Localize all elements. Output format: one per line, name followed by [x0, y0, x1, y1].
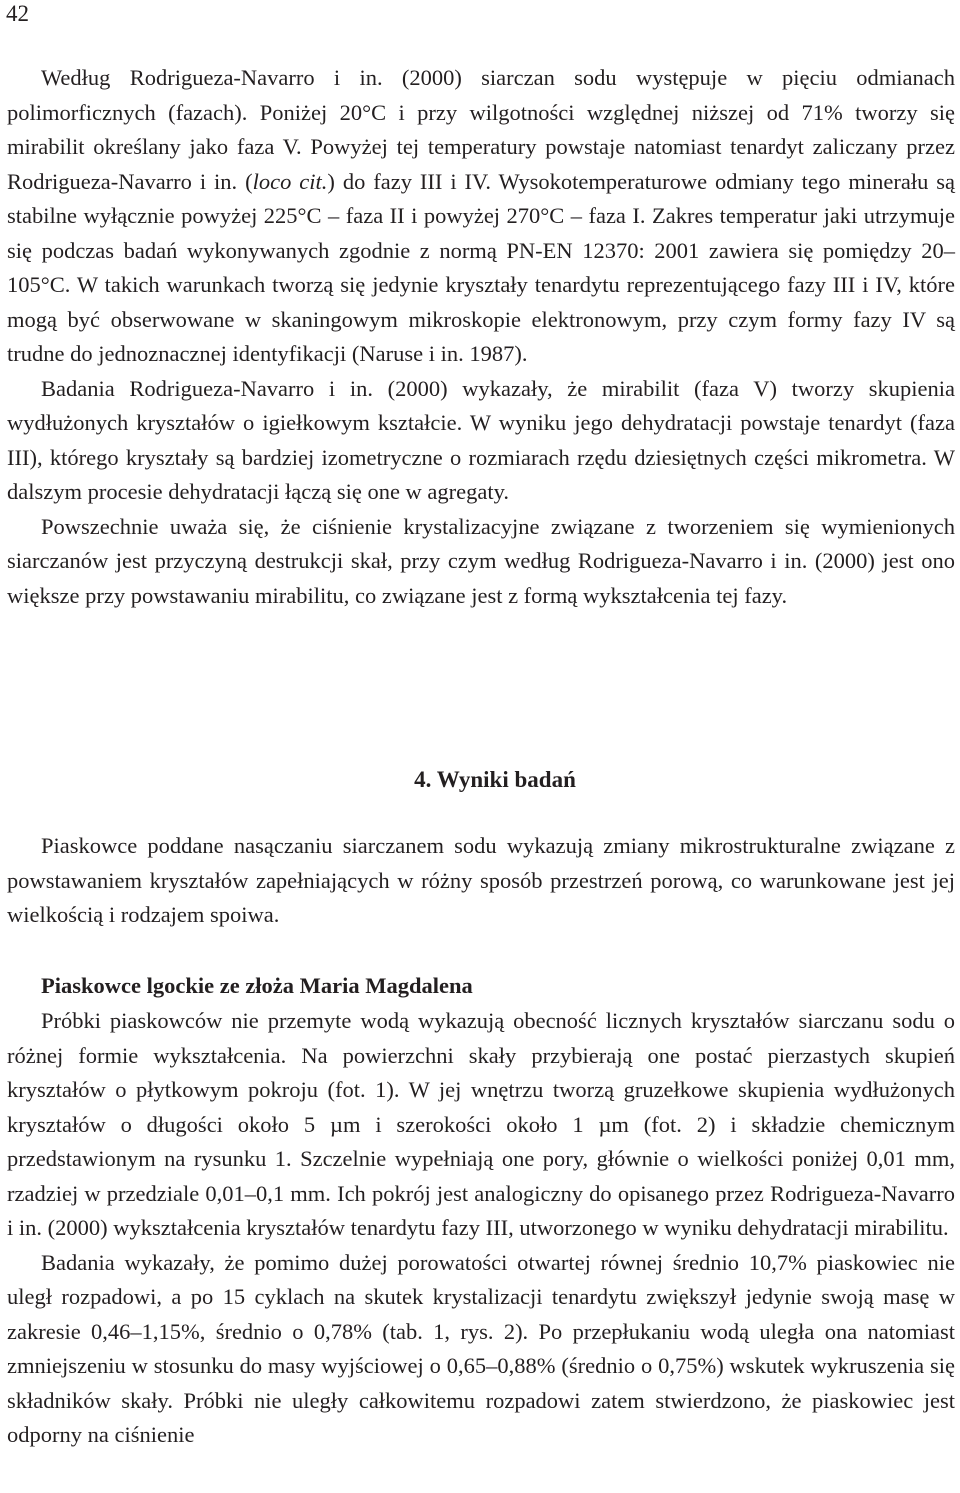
results-intro-block: [7, 829, 955, 933]
subsection-heading: Piaskowce lgockie ze złoża Maria Magdalena: [41, 973, 473, 998]
page-number: 42: [6, 1, 29, 26]
paragraph-pressure: Powszechnie uważa się, że ciśnienie krystalizacyjne związane z tworzeniem się wymienionych siarczanów jest przyczyną destrukcji skał, przy czym według Rodrigueza-Navarro i in. (2000) jest ono większe przy powstawaniu mirabilitu, co związane jest z formą wykształcenia tej fazy.: [7, 513, 955, 608]
paragraph-mirabilit: Badania Rodrigueza-Navarro i in. (2000) wykazały, że mirabilit (faza V) tworzy skupienia wydłużonych kryształów o igiełkowym kształcie. W wyniku jego dehydratacji powstaje tenardyt (faza III), którego kryształy są bardziej izometryczne o rozmiarach rzędu dziesiętnych części mikrometra. W dalszym procesie dehydratacji łączą się one w agregaty.: [7, 375, 955, 504]
paragraph-porosity: Badania wykazały, że pomimo dużej porowatości otwartej równej średnio 10,7% piaskowiec nie uległ rozpadowi, a po 15 cyklach na skutek krystalizacji tenardytu zwiększył jedynie swoją masę w zakresie 0,46–1,15%, średnio o 0,78% (tab. 1, rys. 2). Po przepłukaniu wodą uległa ona natomiast zmniejszeniu w stosunku do masy wyjściowej o 0,65–0,88% (średnio o 0,75%) wskutek wykruszenia się składników skały. Próbki nie uległy całkowitemu rozpadowi zatem stwierdzono, że piaskowiec jest odporny na ciśnienie: [7, 1249, 955, 1447]
intro-text-block: [7, 61, 955, 613]
section-heading: 4. Wyniki badań: [414, 767, 576, 792]
paragraph-samples: Próbki piaskowców nie przemyte wodą wykazują obecność licznych kryształów siarczanu sodu o różnej formie wykształcenia. Na powierzchni skały przybierają one postać pierzastych skupień kryształów o płytkowym pokroju (fot. 1). W jej wnętrzu tworzą gruzełkowe skupienia wydłużonych kryształów o długości około 5 µm i szerokości około 1 µm (fot. 2) i składzie chemicznym przedstawionym na rysunku 1. Szczelnie wypełniają one pory, głównie o wielkości poniżej 0,01 mm, rzadziej w przedziale 0,01–0,1 mm. Ich pokrój jest analogiczny do opisanego przez Rodrigueza-Navarro i in. (2000) wykształcenia kryształów tenardytu fazy III, utworzonego w wyniku dehydratacji mirabilitu.: [7, 1008, 955, 1240]
italic-citation: loco cit.: [252, 168, 328, 194]
paragraph-polymorphs: [7, 61, 955, 372]
paragraph-results-intro: Piaskowce poddane nasączaniu siarczanem sodu wykazują zmiany mikrostrukturalne związane z powstawaniem kryształów zapełniających w różny sposób przestrzeń porową, co warunkowane jest jej wielkością i rodzajem spoiwa.: [7, 833, 955, 927]
subsection-text-block: [7, 1004, 955, 1453]
text-run: Według Rodrigueza-Navarro i in. (2000) siarczan sodu występuje w pięciu odmianach polimorficznych (fazach). Poniżej 20°C i przy wilgotności względnej niższej od 71% tworzy się mirabilit określany jako faza V. Powyżej tej temperatury powstaje natomiast tenardyt zaliczany przez Rodrigueza-Navarro i in. (: [7, 65, 955, 194]
text-run: ) do fazy III i IV. Wysokotemperaturowe odmiany tego minerału są stabilne wyłącznie powyżej 225°C – faza II i powyżej 270°C – faza I. Zakres temperatur jaki utrzymuje się podczas badań wykonywanych zgodnie z normą PN-EN 12370: 2001 zawiera się pomiędzy 20–105°C. W takich warunkach tworzą się jedynie kryształy tenardytu reprezentującego fazy III i IV, które mogą być obserwowane w skaningowym mikroskopie elektronowym, przy czym formy fazy IV są trudne do jednoznacznej identyfikacji (Naruse i in. 1987).: [7, 168, 956, 366]
